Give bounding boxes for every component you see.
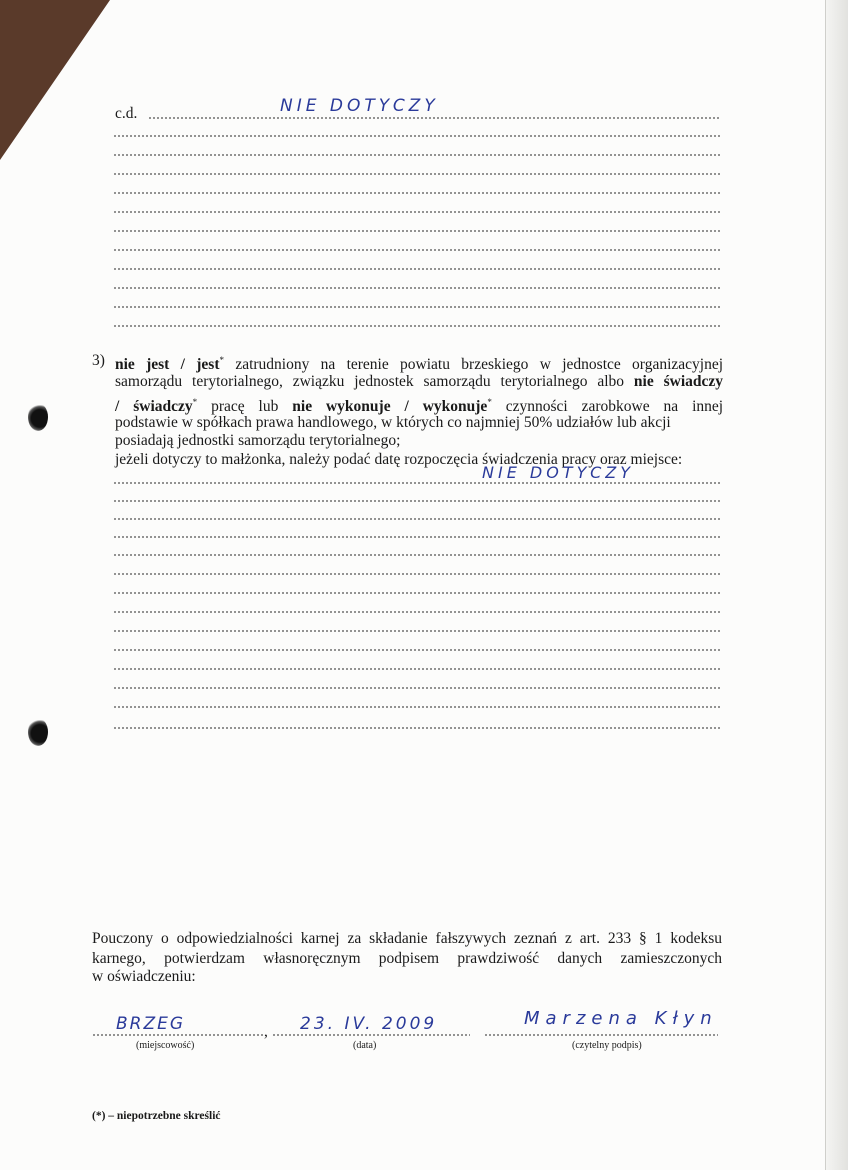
handwritten-place: BRZEG [116, 1014, 186, 1034]
dotted-line [113, 482, 720, 484]
page-stack-edge [825, 0, 848, 1170]
handwritten-date: 23. IV. 2009 [300, 1014, 438, 1034]
place-dotted-line [92, 1034, 264, 1036]
place-label: (miejscowość) [136, 1040, 195, 1051]
dotted-line [113, 536, 720, 538]
comma: , [264, 1023, 268, 1040]
dotted-line [113, 268, 720, 270]
punch-hole-icon [28, 718, 48, 746]
dotted-line [113, 687, 720, 689]
date-label: (data) [353, 1040, 377, 1051]
item3-text: zatrudniony na terenie powiatu brzeskiego w jednostce organizacyjnej [235, 356, 724, 374]
declaration-line-2: karnego, potwierdzam własnoręcznym podpisem prawdziwość danych zamieszczonych [92, 950, 722, 967]
dotted-line [113, 173, 720, 175]
handwritten-signature: Marzena Kłyn [524, 1008, 718, 1029]
declaration-line-3: w oświadczeniu: [92, 968, 196, 985]
item3-text: czynności zarobkowe na innej [505, 398, 724, 416]
dotted-line [113, 325, 720, 327]
footnote-mark: * [487, 397, 492, 407]
page-corner-shadow [0, 0, 110, 160]
handwritten-not-applicable: NIE DOTYCZY [482, 463, 634, 482]
option-services: nie świadczy [633, 373, 724, 390]
signature-label: (czytelny podpis) [572, 1040, 642, 1051]
dotted-line [113, 211, 720, 213]
declaration-line-1: Pouczony o odpowiedzialności karnej za składanie fałszywych zeznań z art. 233 § 1 kodeksu [92, 930, 722, 947]
item3-line-2 [115, 372, 723, 391]
item3-line-5: posiadają jednostki samorządu terytorialnego; [115, 432, 401, 449]
option-work: nie wykonuje / wykonuje [292, 398, 488, 416]
dotted-line [113, 573, 720, 575]
option-services: / świadczy [115, 398, 193, 416]
dotted-line [113, 518, 720, 520]
dotted-line [113, 592, 720, 594]
item3-line-1 [115, 351, 723, 374]
dotted-line [148, 117, 720, 119]
dotted-line [113, 249, 720, 251]
footnote-mark: * [219, 355, 224, 365]
signature-dotted-line [484, 1034, 718, 1036]
handwritten-not-applicable: NIE DOTYCZY [280, 96, 439, 116]
date-dotted-line [272, 1034, 470, 1036]
dotted-line [113, 554, 720, 556]
dotted-line [113, 706, 720, 708]
dotted-line [113, 611, 720, 613]
item-number: 3) [92, 352, 105, 369]
cd-label: c.d. [115, 105, 138, 122]
dotted-line [113, 649, 720, 651]
punch-hole-icon [28, 403, 48, 431]
footnote-mark: * [192, 397, 198, 407]
dotted-line [113, 230, 720, 232]
dotted-line [113, 727, 720, 729]
item3-text: pracę lub [211, 398, 279, 416]
dotted-line [113, 287, 720, 289]
item3-text: samorządu terytorialnego, związku jednostek samorządu terytorialnego albo [115, 373, 625, 390]
dotted-line [113, 154, 720, 156]
option-employment: nie jest / jest [115, 356, 220, 374]
dotted-line [113, 306, 720, 308]
dotted-line [113, 135, 720, 137]
dotted-line [113, 192, 720, 194]
footnote: (*) – niepotrzebne skreślić [92, 1110, 221, 1122]
dotted-line [113, 668, 720, 670]
dotted-line [113, 500, 720, 502]
dotted-line [113, 630, 720, 632]
item3-line-6: jeżeli dotyczy to małżonka, należy podać datę rozpoczęcia świadczenia pracy oraz miejsce: [115, 451, 683, 468]
item3-line-4: podstawie w spółkach prawa handlowego, w których co najmniej 50% udziałów lub akcji [115, 414, 671, 431]
